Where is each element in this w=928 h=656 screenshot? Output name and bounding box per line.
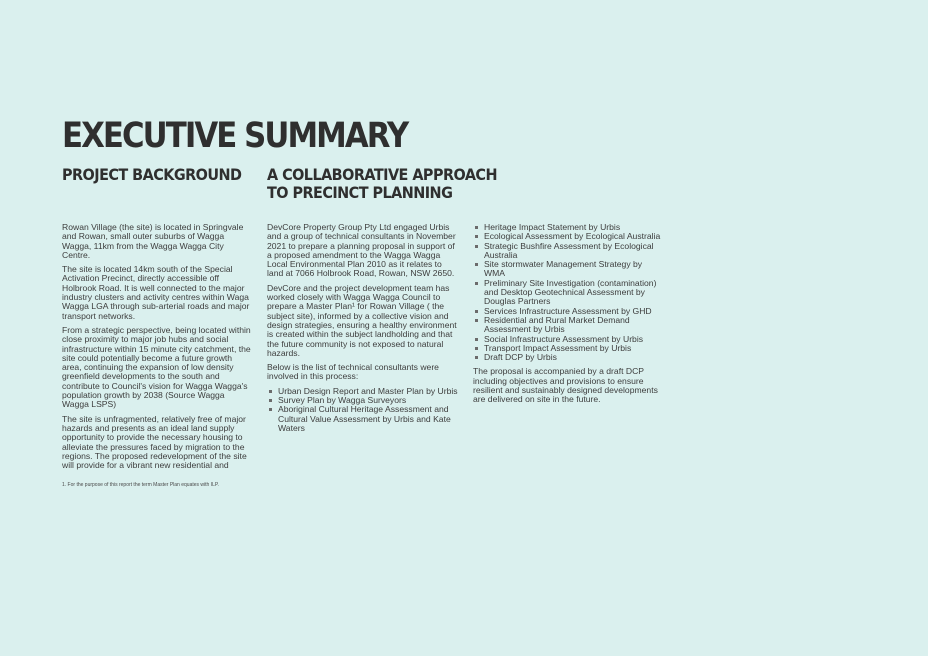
background-column [62, 223, 252, 475]
consultant-list-item: Survey Plan by Wagga Surveyors [267, 396, 459, 405]
background-paragraph-2: The site is located 14km south of the Special Activation Precinct, directly accessible off Holbrook Road. It is well connected to the major industry clusters and activity centres within Waga Wagga LGA through sub-arterial roads and major transport networks. [62, 264, 250, 321]
collaborative-column [267, 223, 459, 438]
background-paragraph-4: The site is unfragmented, relatively free of major hazards and presents as an ideal land supply opportunity to provide the necessary housing to alleviate the pressures faced by migration to the regions. The proposed redevelopment of the site will provide for a vibrant new residential and [62, 413, 247, 471]
consultant-list-item: Strategic Bushfire Assessment by Ecological Australia [473, 242, 665, 261]
background-paragraph-1: Rowan Village (the site) is located in Springvale and Rowan, small outer suburbs of Wagga Wagga, 11km from the Wagga Wagga City Centre. [62, 222, 244, 260]
section-heading-project-background: PROJECT BACKGROUND [62, 165, 242, 184]
consultant-list-a [267, 387, 459, 433]
consultant-list-item: Transport Impact Assessment by Urbis [473, 344, 665, 353]
consultant-list-item: Urban Design Report and Master Plan by Urbis [267, 387, 459, 396]
page-title: EXECUTIVE SUMMARY [62, 116, 408, 156]
consultant-list-item: Residential and Rural Market Demand Assessment by Urbis [473, 316, 665, 335]
background-paragraph-3: From a strategic perspective, being located within close proximity to major job hubs and social infrastructure within 15 minute city catchment, the site could potentially become a future growth area, continuing the expansion of low density greenfield developments to the south and contribute to Council's vision for Wagga Wagga's population growth by 2038 (Source Wagga Wagga LSPS) [62, 324, 251, 410]
consultant-list-item: Ecological Assessment by Ecological Australia [473, 232, 665, 241]
consultant-list-item: Heritage Impact Statement by Urbis [473, 223, 665, 232]
consultant-list-item: Draft DCP by Urbis [473, 353, 665, 362]
collaborative-paragraph-3: Below is the list of technical consultants were involved in this process: [267, 362, 439, 382]
consultants-column [473, 223, 665, 410]
consultant-list-item: Site stormwater Management Strategy by WMA [473, 260, 665, 279]
consultant-list-b [473, 223, 665, 362]
collaborative-paragraph-2: DevCore and the project development team has worked closely with Wagga Wagga Council to prepare a Master Plan¹ for Rowan Village ( the subject site), informed by a collective vision and design strategies, ensuring a healthy environment is created within the subject landholding and that the future community is not exposed to natural hazards. [267, 282, 457, 358]
consultant-list-item: Social Infrastructure Assessment by Urbis [473, 335, 665, 344]
collaborative-paragraph-1: DevCore Property Group Pty Ltd engaged Urbis and a group of technical consultants in November 2021 to prepare a planning proposal in support of a proposed amendment to the Wagga Wagga Local Environmental Plan 2010 as it relates to land at 7066 Holbrook Road, Rowan, NSW 2650. [267, 222, 456, 279]
section-heading-collaborative-approach: A COLLABORATIVE APPROACH TO PRECINCT PLANNING [267, 165, 497, 202]
consultant-list-item: Aboriginal Cultural Heritage Assessment and Cultural Value Assessment by Urbis and Kate Waters [267, 405, 459, 433]
footnote: 1. For the purpose of this report the term Master Plan equates with ILP. [62, 482, 219, 488]
consultant-list-item: Preliminary Site Investigation (contamination) and Desktop Geotechnical Assessment by Douglas Partners [473, 279, 665, 307]
consultant-list-item: Services Infrastructure Assessment by GHD [473, 307, 665, 316]
collaborative-paragraph-4: The proposal is accompanied by a draft DCP including objectives and provisions to ensure resilient and sustainably designed developments are delivered on site in the future. [473, 366, 658, 405]
